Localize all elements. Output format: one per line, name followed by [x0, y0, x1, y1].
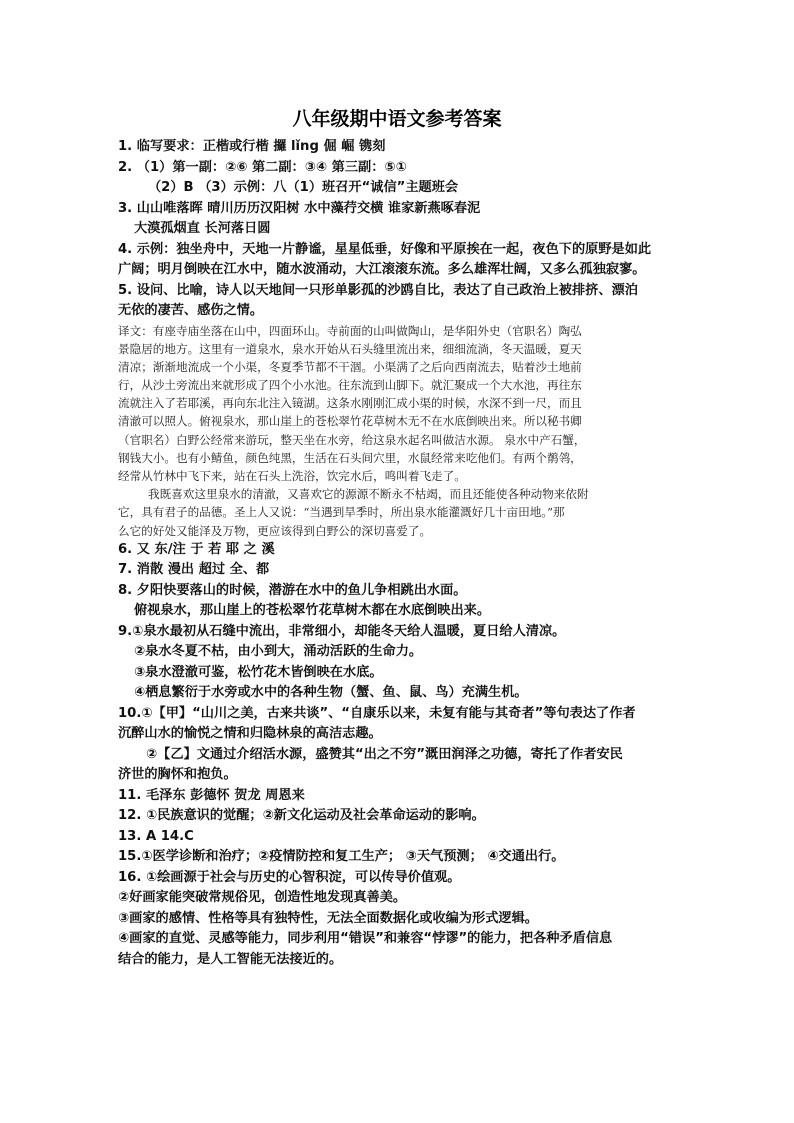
- translation-line: 流就注入了若耶溪，再向东北注入镜湖。这条水刚刚汇成小渠的时候，水深不到一尺，而且: [118, 396, 582, 411]
- translation-line: 清凉；渐渐地流成一个小渠，冬夏季节都不干涸。小渠满了之后向西南流去，贴着沙土地前: [118, 359, 582, 374]
- translation-line: （官职名）白野公经常来游玩，整天坐在水旁，给这泉水起名叫做洁水源。 泉水中产石蟹，: [118, 432, 586, 447]
- translation-line: 译文：有座寺庙坐落在山中，四面环山。寺前面的山叫做陶山，是华阳外史（官职名）陶弘: [118, 323, 582, 338]
- answer-line: 12. ①民族意识的觉醒；②新文化运动及社会革命运动的影响。: [118, 808, 485, 824]
- answer-line: （2）B （3）示例：八（1）班召开“诚信”主题班会: [148, 180, 459, 195]
- page-title: 八年级期中语文参考答案: [292, 108, 502, 130]
- translation-line: 清澈可以照人。俯视泉水，那山崖上的苍松翠竹花草树木无不在水底倒映出来。所以秘书卿: [118, 414, 582, 429]
- answer-line: ④栖息繁衍于水旁或水中的各种生物（蟹、鱼、鼠、鸟）充满生机。: [134, 685, 528, 701]
- translation-line: 景隐居的地方。这里有一道泉水，泉水开始从石头缝里流出来，细细流淌，冬天温暖，夏天: [118, 341, 582, 356]
- answer-line: 9.①泉水最初从石缝中流出，非常细小，却能冬天给人温暖，夏日给人清凉。: [118, 623, 566, 639]
- answer-line: 济世的胸怀和抱负。: [118, 767, 237, 783]
- answer-content: [118, 137, 698, 970]
- answer-line: 4. 示例：独坐舟中，天地一片静谧，星星低垂，好像和平原挨在一起，夜色下的原野是如此: [118, 241, 652, 257]
- answer-line: 1. 临写要求：正楷或行楷 攞 lǐng 倔 崛 镌刻: [118, 139, 386, 154]
- answer-line: 沉醉山水的愉悦之情和归隐林泉的高洁志趣。: [118, 726, 382, 742]
- answer-line: 7. 消散 漫出 超过 全、都: [118, 562, 270, 578]
- translation-line: 行，从沙土旁流出来就形成了四个小水池。往东流到山脚下。就汇聚成一个大水池，再往东: [118, 378, 582, 393]
- answer-line: 无依的凄苦、感伤之情。: [118, 303, 264, 318]
- answer-line: 俯视泉水，那山崖上的苍松翠竹花草树木都在水底倒映出来。: [134, 603, 491, 619]
- answer-line: 13. A 14.C: [118, 828, 194, 844]
- answer-line: 10.①【甲】“山川之美，古来共谈”、“自康乐以来，未复有能与其奇者”等句表达了作者: [118, 705, 636, 721]
- translation-line: 它，具有君子的品德。圣上人又说：“当遇到旱季时，所出泉水能灌溉好几十亩田地。”那: [118, 505, 565, 520]
- answer-line: ②好画家能突破常规俗见，创造性地发现真善美。: [118, 890, 407, 906]
- answer-line: ③画家的感情、性格等具有独特性，无法全面数据化或收编为形式逻辑。: [118, 910, 538, 926]
- answer-line: 广阔；明月倒映在江水中，随水波涌动，大江滚滚东流。多么雄浑壮阔，又多么孤独寂寥。: [118, 262, 646, 277]
- answer-line: 8. 夕阳快要落山的时候，潜游在水中的鱼儿争相跳出水面。: [118, 582, 467, 598]
- translation-line: 么它的好处又能泽及万物，更应该得到白野公的深切喜爱了。: [118, 523, 432, 538]
- answer-line: ③泉水澄澈可鉴，松竹花木皆倒映在水底。: [134, 664, 383, 680]
- answer-line: 大漠孤烟直 长河落日圆: [134, 221, 271, 236]
- answer-line: ②泉水冬夏不枯，由小到大，涌动活跃的生命力。: [134, 644, 423, 660]
- answer-line: 5. 设问、比喻，诗人以天地间一只形单影孤的沙鸥自比，表达了自己政治上被排挤、漂泊: [118, 282, 638, 298]
- answer-line: 结合的能力，是人工智能无法接近的。: [118, 951, 343, 967]
- answer-line: 11. 毛泽东 彭德怀 贺龙 周恩来: [118, 787, 305, 803]
- translation-line: 钢钱大小。也有小鲭鱼，颜色纯黑，生活在石头间穴里，水鼠经常来吃他们。有两个鹡鸰，: [118, 450, 582, 465]
- answer-line: 3. 山山唯落晖 晴川历历汉阳树 水中藻荇交横 谁家新燕啄春泥: [118, 200, 481, 216]
- answer-line: 6. 又 东/注 于 若 耶 之 溪: [118, 541, 275, 557]
- answer-line: ④画家的直觉、灵感等能力，同步利用“错误”和兼容“悖谬”的能力，把各种矛盾信息: [118, 931, 613, 947]
- answer-line: 2. （1）第一副：②⑥ 第二副：③④ 第三副：⑤①: [118, 159, 407, 175]
- translation-line: 经常从竹林中飞下来，站在石头上洗浴，饮完水后，鸣叫着飞走了。: [118, 469, 466, 483]
- translation-line: 我既喜欢这里泉水的清澈，又喜欢它的源源不断永不枯竭，而且还能使各种动物来依附: [148, 487, 589, 502]
- answer-line: ②【乙】文通过介绍活水源，盛赞其“出之不穷”溉田润泽之功德，寄托了作者安民: [146, 746, 623, 762]
- answer-line: 16. ①绘画源于社会与历史的心智积淀，可以传导价值观。: [118, 869, 461, 885]
- answer-line: 15.①医学诊断和治疗；②疫情防控和复工生产； ③天气预测； ④交通出行。: [118, 849, 565, 865]
